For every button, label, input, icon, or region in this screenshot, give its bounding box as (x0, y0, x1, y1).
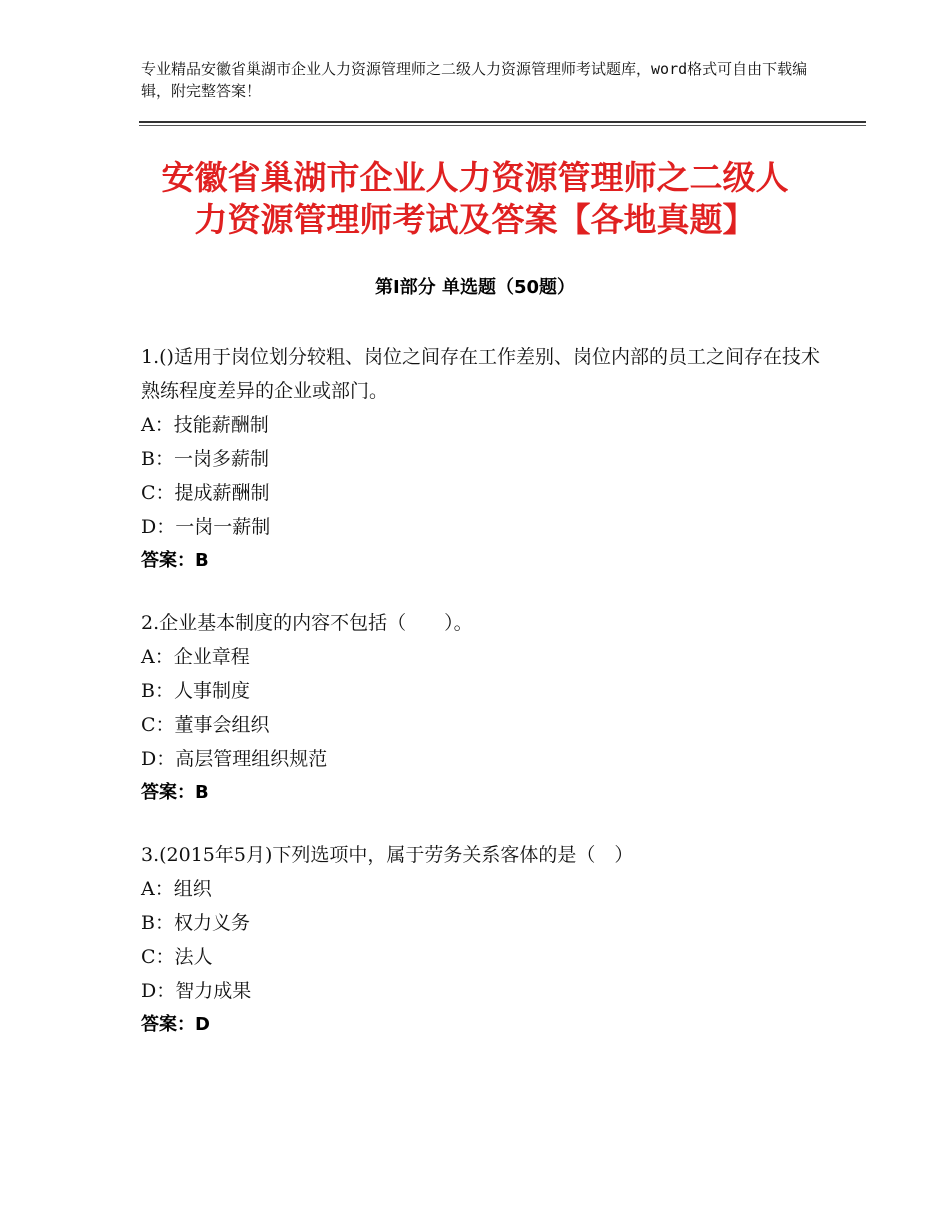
option-a: A：组织 (141, 878, 212, 900)
option-b: B：人事制度 (141, 680, 250, 702)
document-title (100, 157, 850, 241)
question-text: 3.(2015年5月)下列选项中，属于劳务关系客体的是（ ） (141, 844, 634, 866)
answer: 答案：D (141, 1014, 210, 1035)
question-2 (141, 606, 821, 810)
title-line-2: 力资源管理师考试及答案【各地真题】 (194, 200, 756, 239)
section-title: 第Ⅰ部分 单选题（50题） (374, 277, 575, 298)
option-a: A：企业章程 (141, 646, 250, 668)
option-b: B：一岗多薪制 (141, 448, 269, 470)
option-c: C：法人 (141, 946, 213, 968)
option-d: D：高层管理组织规范 (141, 748, 328, 770)
question-1 (141, 340, 821, 578)
title-line-1: 安徽省巢湖市企业人力资源管理师之二级人 (161, 158, 789, 197)
option-d: D：智力成果 (141, 980, 252, 1002)
option-c: C：提成薪酬制 (141, 482, 270, 504)
header-note: 专业精品安徽省巢湖市企业人力资源管理师之二级人力资源管理师考试题库，word格式可自由下载编辑，附完整答案！ (141, 60, 808, 100)
question-3 (141, 838, 821, 1042)
answer: 答案：B (141, 782, 209, 803)
header-divider (139, 121, 866, 123)
option-d: D：一岗一薪制 (141, 516, 271, 538)
header-divider-thin (139, 125, 866, 126)
answer: 答案：B (141, 550, 209, 571)
question-list (141, 340, 821, 1070)
option-c: C：董事会组织 (141, 714, 270, 736)
question-text: 1.()适用于岗位划分较粗、岗位之间存在工作差别、岗位内部的员工之间存在技术熟练程度差异的企业或部门。 (141, 346, 820, 402)
option-b: B：权力义务 (141, 912, 250, 934)
question-text: 2.企业基本制度的内容不包括（ ）。 (141, 612, 473, 634)
option-a: A：技能薪酬制 (141, 414, 269, 436)
